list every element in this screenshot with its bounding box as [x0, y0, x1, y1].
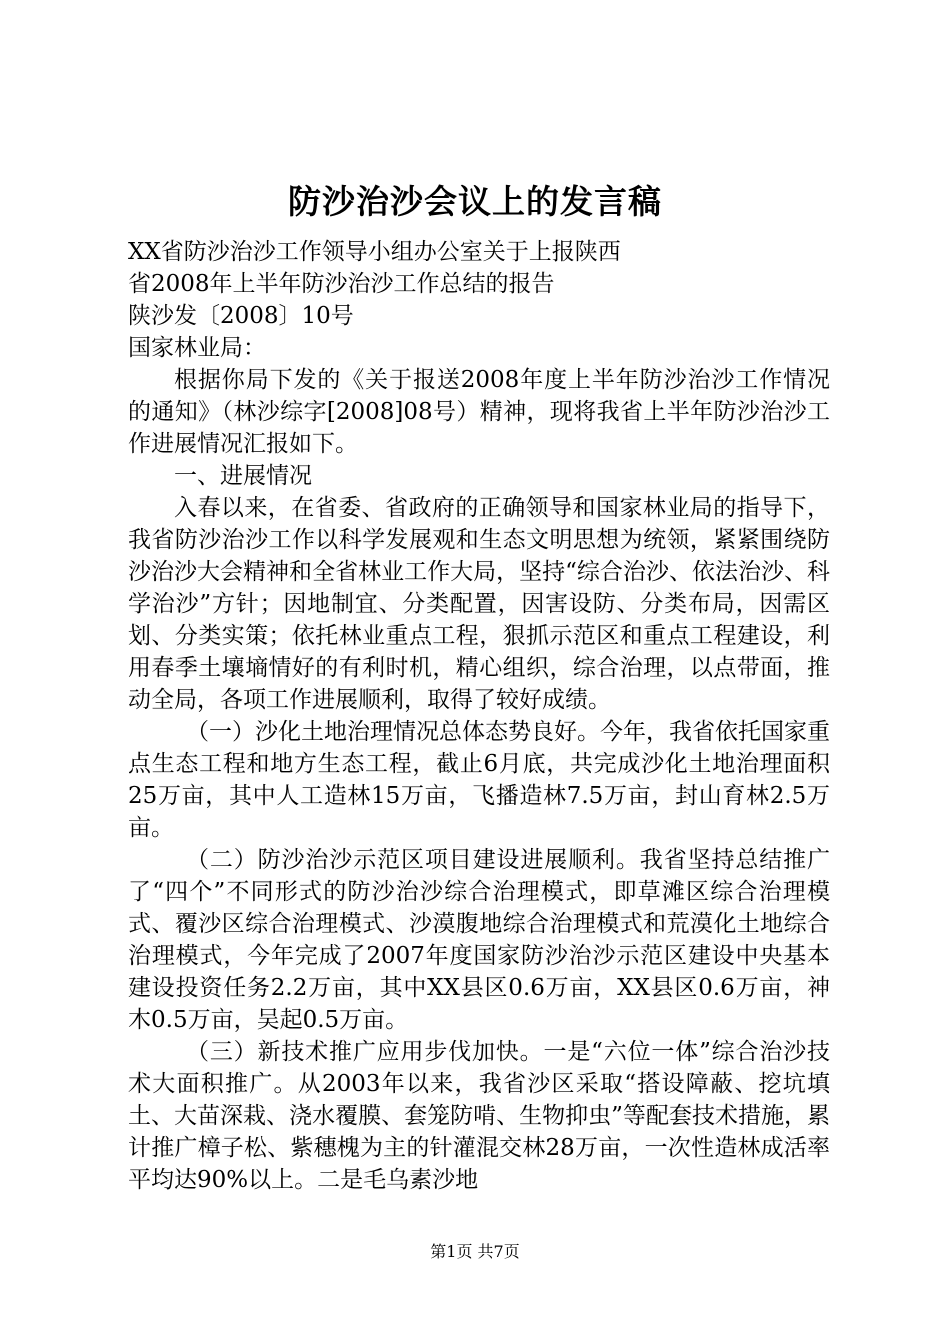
document-number: 陕沙发〔2008〕10号: [128, 303, 354, 329]
section-heading: 一、进展情况: [174, 463, 312, 489]
page-footer: 第1页 共7页: [430, 1242, 520, 1261]
intro-paragraph: 根据你局下发的《关于报送2008年度上半年防沙治沙工作情况的通知》（林沙综字[2008]08号）精神，现将我省上半年防沙治沙工作进展情况汇报如下。: [128, 367, 830, 457]
document-title: 防沙治沙会议上的发言稿: [288, 182, 662, 221]
document-body: [128, 236, 830, 1196]
item-1-paragraph: （一）沙化土地治理情况总体态势良好。今年，我省依托国家重点生态工程和地方生态工程，截止6月底，共完成沙化土地治理面积25万亩，其中人工造林15万亩，飞播造林7.5万亩，封山育林2.5万亩。: [128, 719, 830, 841]
item-2-paragraph: （二）防沙治沙示范区项目建设进展顺利。我省坚持总结推广了“四个”不同形式的防沙治沙综合治理模式，即草滩区综合治理模式、覆沙区综合治理模式、沙漠腹地综合治理模式和荒漠化土地综合治理模式，今年完成了2007年度国家防沙治沙示范区建设中央基本建设投资任务2.2万亩，其中XX县区0.6万亩，XX县区0.6万亩，神木0.5万亩，吴起0.5万亩。: [128, 847, 830, 1033]
report-title-line-2: 省2008年上半年防沙治沙工作总结的报告: [128, 271, 555, 297]
addressee: 国家林业局：: [128, 335, 266, 361]
item-3-paragraph: （三）新技术推广应用步伐加快。一是“六位一体”综合治沙技术大面积推广。从2003年以来，我省沙区采取“搭设障蔽、挖坑填土、大苗深栽、浇水覆膜、套笼防啃、生物抑虫”等配套技术措施，累计推广樟子松、紫穗槐为主的针灌混交林28万亩，一次性造林成活率平均达90%以上。二是毛乌素沙地: [128, 1039, 830, 1193]
overview-paragraph: 入春以来，在省委、省政府的正确领导和国家林业局的指导下，我省防沙治沙工作以科学发展观和生态文明思想为统领，紧紧围绕防沙治沙大会精神和全省林业工作大局，坚持“综合治沙、依法治沙、科学治沙”方针；因地制宜、分类配置，因害设防、分类布局，因需区划、分类实策；依托林业重点工程，狠抓示范区和重点工程建设，利用春季土壤墒情好的有利时机，精心组织，综合治理，以点带面，推动全局，各项工作进展顺利，取得了较好成绩。: [128, 495, 830, 713]
report-title-line-1: XX省防沙治沙工作领导小组办公室关于上报陕西: [128, 239, 621, 265]
